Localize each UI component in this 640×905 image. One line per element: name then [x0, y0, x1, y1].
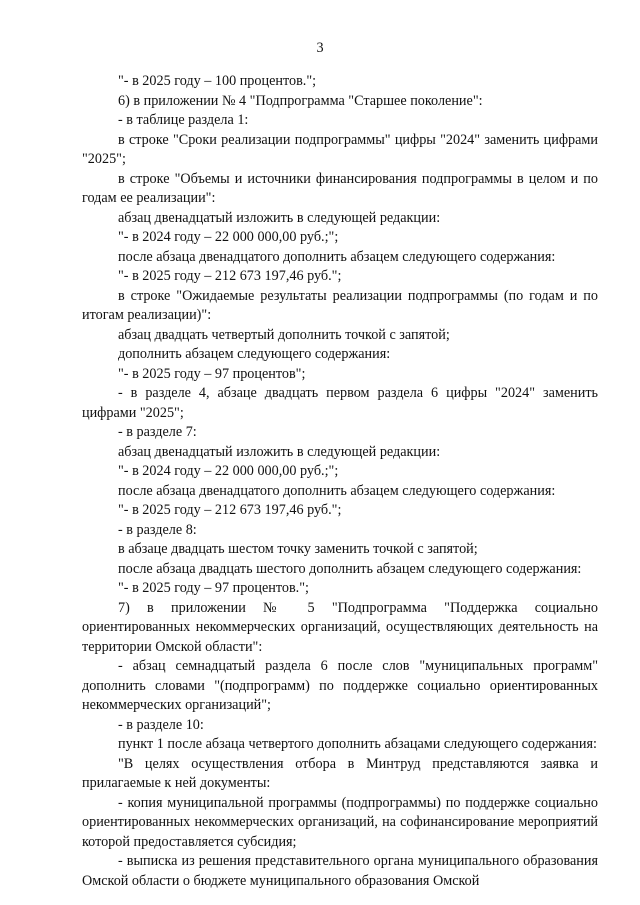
- paragraph: после абзаца двенадцатого дополнить абзацем следующего содержания:: [118, 482, 556, 499]
- paragraph: 7) в приложении № 5 "Подпрограмма "Поддержка социально ориентированных некоммерческих организаций, осуществляющих деятельность на территории Омской области":: [82, 599, 598, 655]
- paragraph: "- в 2025 году – 97 процентов.";: [118, 580, 309, 596]
- paragraph: дополнить абзацем следующего содержания:: [118, 346, 391, 362]
- paragraph: "- в 2025 году – 212 673 197,46 руб.";: [118, 268, 342, 284]
- paragraph: "- в 2024 году – 22 000 000,00 руб.;";: [118, 229, 339, 245]
- paragraph: абзац двенадцатый изложить в следующей редакции:: [118, 443, 441, 460]
- page-number: 3: [316, 40, 324, 56]
- paragraph: - абзац семнадцатый раздела 6 после слов "муниципальных программ" дополнить словами "(подпрограмм) по поддержке социально ориентированных некоммерческих организаций";: [82, 658, 598, 713]
- paragraph: после абзаца двенадцатого дополнить абзацем следующего содержания:: [118, 248, 556, 265]
- paragraph: - в таблице раздела 1:: [118, 112, 249, 128]
- paragraph: - копия муниципальной программы (подпрограммы) по поддержке социально ориентированных некоммерческих организаций, на софинансирование мероприятий которой предоставляется субсидия;: [82, 794, 598, 850]
- paragraph: - выписка из решения представительного органа муниципального образования Омской области о бюджете муниципального образования Омской: [82, 853, 598, 889]
- paragraph: - в разделе 7:: [118, 424, 197, 440]
- paragraph: 6) в приложении № 4 "Подпрограмма "Старшее поколение":: [118, 92, 483, 109]
- paragraph: - в разделе 4, абзаце двадцать первом раздела 6 цифры "2024" заменить цифрами "2025";: [82, 385, 598, 421]
- paragraph: "- в 2024 году – 22 000 000,00 руб.;";: [118, 463, 339, 479]
- paragraph: - в разделе 10:: [118, 716, 204, 733]
- paragraph: в строке "Ожидаемые результаты реализации подпрограммы (по годам и по итогам реализации)":: [82, 287, 598, 323]
- paragraph: пункт 1 после абзаца четвертого дополнить абзацами следующего содержания:: [118, 736, 597, 752]
- paragraph: в строке "Объемы и источники финансирования подпрограммы в целом и по годам ее реализации":: [82, 170, 598, 206]
- paragraph: "В целях осуществления отбора в Минтруд представляются заявка и прилагаемые к ней документы:: [82, 755, 598, 791]
- paragraph: абзац двенадцатый изложить в следующей редакции:: [118, 209, 441, 226]
- paragraph: - в разделе 8:: [118, 521, 197, 538]
- paragraph: абзац двадцать четвертый дополнить точкой с запятой;: [118, 326, 450, 343]
- paragraph: "- в 2025 году – 100 процентов.";: [118, 73, 317, 89]
- document-body: [82, 72, 598, 891]
- paragraph: после абзаца двадцать шестого дополнить абзацем следующего содержания:: [118, 560, 582, 577]
- paragraph: "- в 2025 году – 212 673 197,46 руб.";: [118, 502, 342, 518]
- paragraph: в строке "Сроки реализации подпрограммы" цифры "2024" заменить цифрами "2025";: [82, 131, 598, 167]
- paragraph: "- в 2025 году – 97 процентов";: [118, 365, 306, 382]
- paragraph: в абзаце двадцать шестом точку заменить точкой с запятой;: [118, 541, 478, 557]
